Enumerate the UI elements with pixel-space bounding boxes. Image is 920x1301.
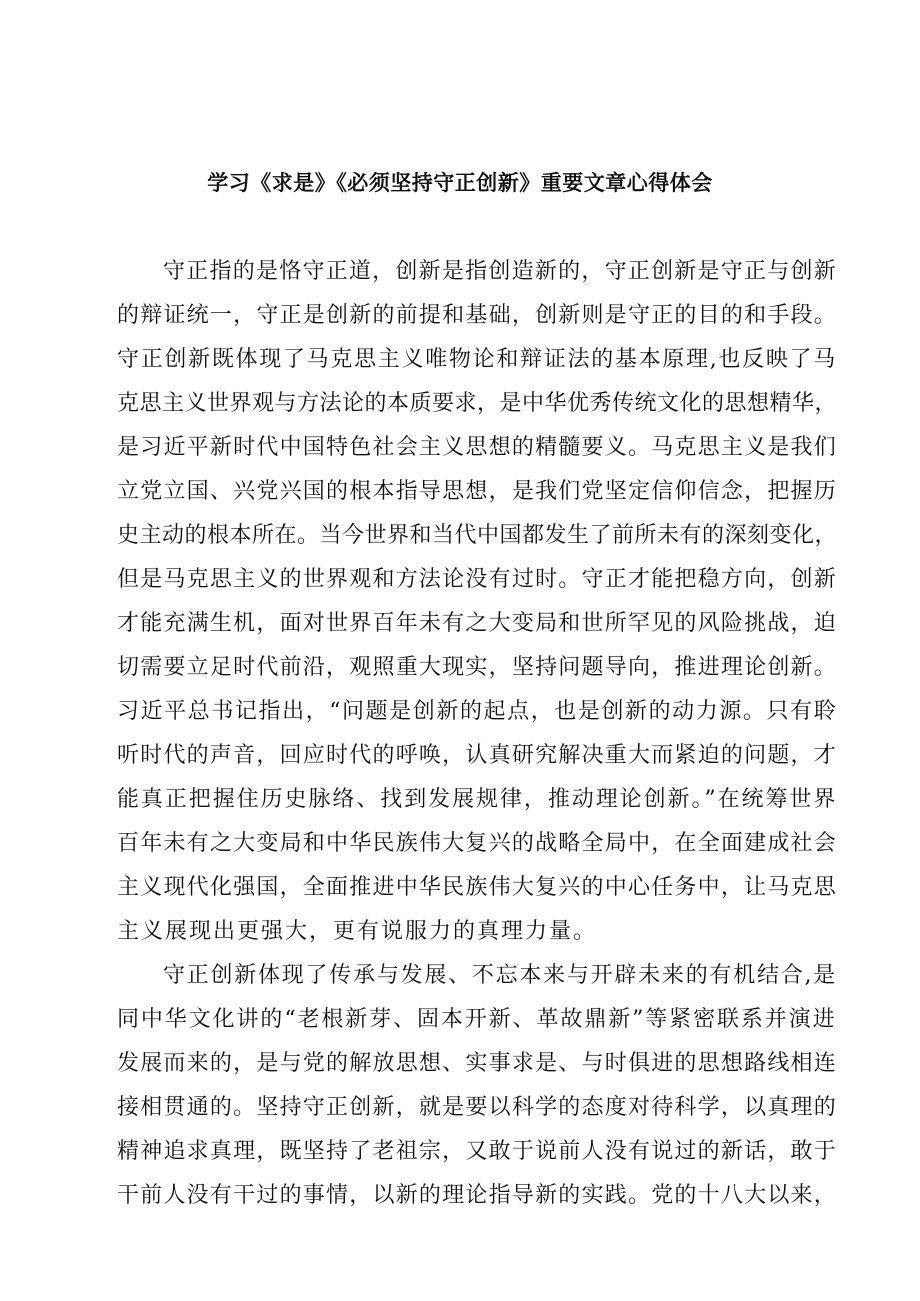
document-title: 学习《求是》《必须坚持守正创新》重要文章心得体会 <box>207 171 713 195</box>
paragraph-line: 立党立国、兴党兴国的根本指导思想，是我们党坚定信仰信念，把握历 <box>117 479 838 504</box>
paragraph-line: 的辩证统一，守正是创新的前提和基础，创新则是守正的目的和手段。 <box>117 303 838 328</box>
paragraph-line: 听时代的声音，回应时代的呼唤，认真研究解决重大而紧迫的问题，才 <box>117 743 838 768</box>
paragraph-line: 能真正把握住历史脉络、找到发展规律，推动理论创新。”在统筹世界 <box>117 787 838 812</box>
paragraph-line: 接相贯通的。坚持守正创新，就是要以科学的态度对待科学，以真理的 <box>117 1095 838 1120</box>
paragraph-line: 克思主义世界观与方法论的本质要求，是中华优秀传统文化的思想精华， <box>117 391 838 416</box>
paragraph-line: 习近平总书记指出，“问题是创新的起点，也是创新的动力源。只有聆 <box>117 699 838 724</box>
paragraph-line: 切需要立足时代前沿，观照重大现实，坚持问题导向，推进理论创新。 <box>117 655 838 680</box>
paragraph-line: 干前人没有干过的事情，以新的理论指导新的实践。党的十八大以来， <box>117 1183 838 1208</box>
paragraph-line: 史主动的根本所在。当今世界和当代中国都发生了前所未有的深刻变化， <box>117 523 838 548</box>
paragraph-line: 主义展现出更强大，更有说服力的真理力量。 <box>117 919 598 944</box>
paragraph-line: 同中华文化讲的“老根新芽、固本开新、革故鼎新”等紧密联系并演进 <box>117 1007 837 1032</box>
paragraph-line: 才能充满生机，面对世界百年未有之大变局和世所罕见的风险挑战，迫 <box>117 611 838 636</box>
paragraph-line: 守正创新体现了传承与发展、不忘本来与开辟未来的有机结合,是 <box>163 963 837 988</box>
paragraph-line: 守正指的是恪守正道，创新是指创造新的，守正创新是守正与创新 <box>163 259 838 284</box>
paragraph-line: 精神追求真理，既坚持了老祖宗，又敢于说前人没有说过的新话，敢于 <box>117 1139 838 1164</box>
paragraph-line: 主义现代化强国，全面推进中华民族伟大复兴的中心任务中，让马克思 <box>117 875 838 900</box>
paragraph-line: 但是马克思主义的世界观和方法论没有过时。守正才能把稳方向，创新 <box>117 567 838 592</box>
paragraph-line: 百年未有之大变局和中华民族伟大复兴的战略全局中，在全面建成社会 <box>117 831 838 856</box>
paragraph-line: 是习近平新时代中国特色社会主义思想的精髓要义。马克思主义是我们 <box>117 435 838 460</box>
paragraph-line: 发展而来的，是与党的解放思想、实事求是、与时俱进的思想路线相连 <box>117 1051 838 1076</box>
paragraph-line: 守正创新既体现了马克思主义唯物论和辩证法的基本原理,也反映了马 <box>117 347 837 372</box>
